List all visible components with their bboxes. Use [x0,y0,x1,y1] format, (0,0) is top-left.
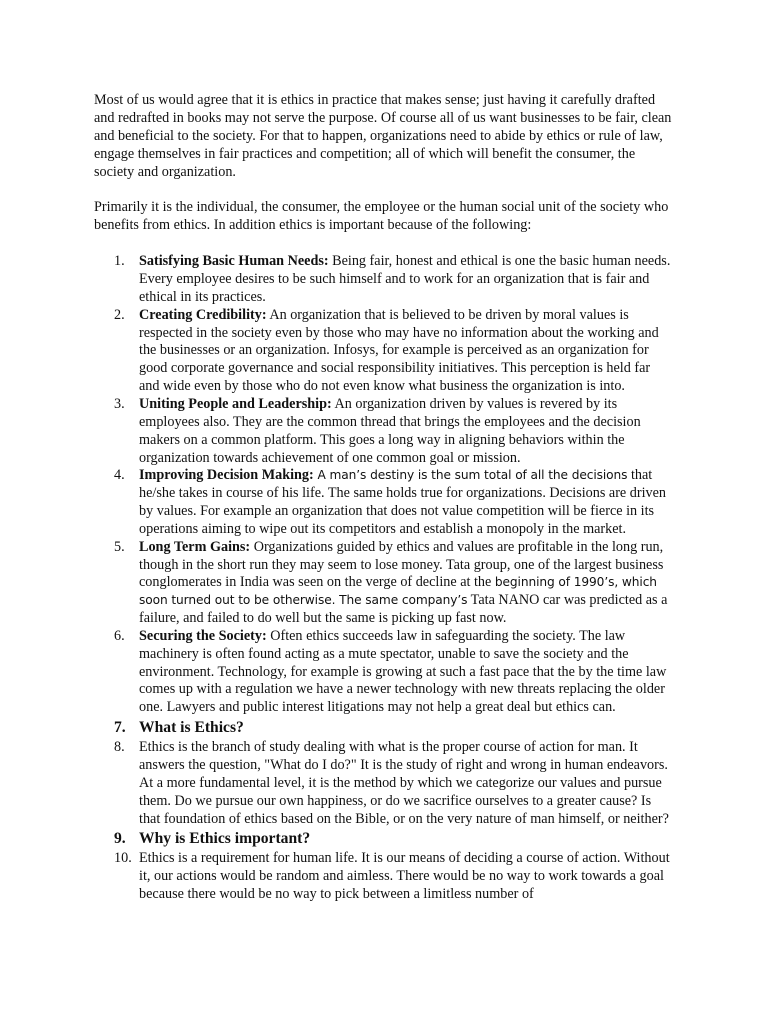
list-item-lead: Creating Credibility: [139,306,267,323]
list-number: 10. [114,850,132,867]
list-item-text-sans: A man’s destiny is the sum total of all the decisions [313,468,628,483]
list-item-lead: Uniting People and Leadership: [139,395,332,412]
list-heading [94,829,674,849]
list-item-text: Being fair, honest and ethical is one the basic human needs. Every employee desires to be such himself and to work for an organization that is fair and ethical in its practices. [139,253,671,305]
list-item [94,396,674,467]
intro-paragraph: Most of us would agree that it is ethics in practice that makes sense; just having it carefully drafted and redrafted in books may not serve the purpose. Of course all of us want businesses to be fair, clean and beneficial to the society. For that to happen, organizations need to abide by ethics or rule of law, engage themselves in fair practices and competition; all of which will benefit the consumer, the society and organization. [94,92,672,180]
list-number: 3. [114,395,125,412]
list-number: 1. [114,253,125,270]
list-number: 9. [114,830,126,848]
list-number: 5. [114,538,125,555]
list-item-text: Often ethics succeeds law in safeguarding the society. The law machinery is often found acting as a mute spectator, unable to save the society and the environment. Technology, for example is growing at such a fast pace that the by the time law comes up with a regulation we have a newer technology with new threats replacing the older one. Lawyers and public interest litigations may not help a great deal but ethics can. [139,627,667,716]
context-paragraph: Primarily it is the individual, the consumer, the employee or the human social unit of the society who benefits from ethics. In addition ethics is important because of the following: [94,199,669,234]
ethics-list [94,253,674,904]
list-number: 8. [114,739,125,756]
list-item [94,739,674,828]
list-number: 6. [114,627,125,644]
list-item-text: An organization driven by values is revered by its employees also. They are the common thread that brings the employees and the decision makers on a common platform. This goes a long way in aligning behaviors within the organization towards achievement of one common goal or mission. [139,395,641,466]
list-item-text: Ethics is the branch of study dealing with what is the proper course of action for man. It answers the question, "What do I do?" It is the study of right and wrong in human endeavors. At a more fundamental level, it is the method by which we categorize our values and pursue them. Do we pursue our own happiness, or do we sacrifice ourselves to a greater cause? Is that foundation of ethics based on the Bible, or on the very nature of man himself, or neither? [139,739,669,827]
list-item [94,253,674,307]
list-number: 2. [114,306,125,323]
list-item-lead: Long Term Gains: [139,538,251,555]
list-item-lead: Satisfying Basic Human Needs: [139,253,329,270]
list-number: 7. [114,719,126,737]
list-item [94,307,674,396]
list-number: 4. [114,467,125,484]
section-heading: What is Ethics? [139,719,244,737]
list-item-text-after: Tata NANO car was predicted as a failure, and failed to do well but the same is picking up fast now. [139,592,668,627]
list-item-text: that he/she takes in course of his life. The same holds true for organizations. Decisions are driven by values. For example an organization that does not value competition will be fierce in its operations aiming to wipe out its competitors and establish a monopoly in the market. [139,467,667,537]
list-item-lead: Improving Decision Making: [139,467,314,484]
section-heading: Why is Ethics important? [139,830,311,848]
list-item-text: Organizations guided by ethics and values are profitable in the long run, though in the short run they may seem to lose money. Tata group, one of the largest business conglomerates in India was seen on the verge of decline at the [139,538,664,591]
list-item [94,850,674,904]
list-item [94,539,674,628]
list-item [94,628,674,717]
list-item-text: An organization that is believed to be driven by moral values is respected in the society even by those who may have no information about the working and the businesses or an organization. Infosys, for example is perceived as an organization for good corporate governance and social responsibility initiatives. This perception is held far and wide even by those who do not even know what business the organization is into. [139,306,659,395]
list-heading [94,718,674,738]
list-item-text: Ethics is a requirement for human life. It is our means of deciding a course of action. Without it, our actions would be random and aimless. There would be no way to work towards a goal because there would be no way to pick between a limitless number of [139,850,670,903]
list-item [94,467,674,538]
list-item-lead: Securing the Society: [139,627,267,644]
list-item-text-sans: beginning of 1990’s, which soon turned out to be otherwise. The same company’s [139,575,657,608]
